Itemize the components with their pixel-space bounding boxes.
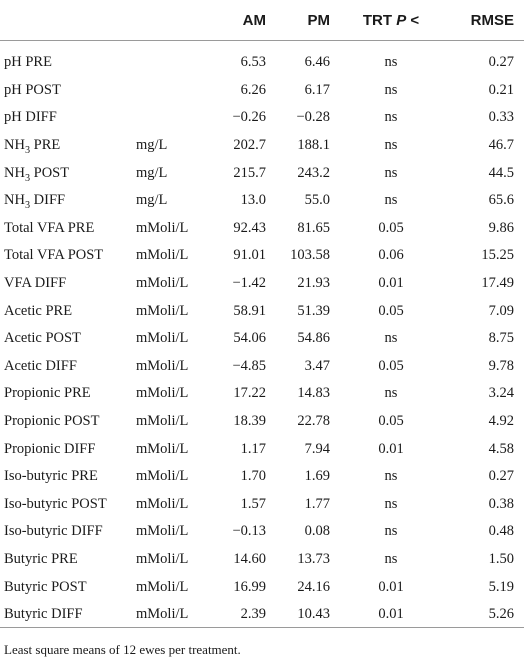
cell-variable: pH PRE (4, 54, 52, 71)
cell-pm: 10.43 (297, 606, 330, 623)
cell-trt-p: 0.01 (378, 578, 404, 595)
cell-am: −0.26 (232, 109, 266, 126)
cell-trt-p: ns (384, 137, 398, 154)
cell-pm: 1.69 (304, 468, 330, 485)
table-row (0, 380, 524, 408)
table-row (0, 215, 524, 243)
cell-rmse: 17.49 (481, 275, 514, 292)
cell-rmse: 4.92 (488, 413, 514, 430)
cell-am: 6.26 (240, 81, 266, 98)
cell-variable: Acetic PRE (4, 302, 73, 319)
table-row (0, 41, 524, 77)
cell-am: 14.60 (233, 550, 266, 567)
cell-trt-p: 0.05 (378, 357, 404, 374)
cell-rmse: 8.75 (488, 330, 514, 347)
cell-pm: 55.0 (304, 192, 330, 209)
cell-rmse: 7.09 (488, 302, 514, 319)
cell-trt-p: ns (384, 523, 398, 540)
table-row (0, 297, 524, 325)
cell-pm: 22.78 (297, 413, 330, 430)
cell-variable (0, 159, 136, 187)
cell-unit: mMoli/L (136, 275, 189, 292)
cell-rmse: 0.27 (488, 54, 514, 71)
cell-rmse: 44.5 (488, 164, 514, 181)
cell-am: 202.7 (233, 137, 266, 154)
cell-variable: Iso-butyric PRE (4, 468, 98, 485)
cell-trt-p: 0.01 (378, 275, 404, 292)
cell-am: −4.85 (232, 357, 266, 374)
table-row (0, 435, 524, 463)
header-trt-prefix: TRT (362, 11, 397, 29)
cell-am: 17.22 (233, 385, 266, 402)
cell-unit: mMoli/L (136, 606, 189, 623)
cell-pm: 13.73 (297, 550, 330, 567)
table-row (0, 270, 524, 298)
cell-trt-p: 0.06 (378, 247, 404, 264)
table-row (0, 353, 524, 381)
header-pm: PM (278, 0, 342, 41)
cell-trt-p: ns (384, 385, 398, 402)
cell-unit: mMoli/L (136, 219, 189, 236)
cell-rmse: 5.26 (488, 606, 514, 623)
cell-unit: mMoli/L (136, 357, 189, 374)
cell-rmse: 0.27 (488, 468, 514, 485)
cell-variable-suffix: POST (30, 164, 70, 181)
cell-rmse: 9.86 (488, 219, 514, 236)
cell-trt-p: 0.05 (378, 413, 404, 430)
cell-trt-p: ns (384, 192, 398, 209)
table-row (0, 325, 524, 353)
cell-pm: −0.28 (296, 109, 330, 126)
cell-variable: Total VFA POST (4, 247, 104, 264)
cell-variable: Total VFA PRE (4, 219, 95, 236)
cell-rmse: 1.50 (488, 550, 514, 567)
cell-variable-prefix: NH (4, 192, 25, 209)
cell-trt-p: 0.05 (378, 302, 404, 319)
header-am: AM (214, 0, 278, 41)
cell-unit: mg/L (136, 192, 168, 209)
cell-trt-p: ns (384, 330, 398, 347)
cell-am: 13.0 (240, 192, 266, 209)
cell-variable: Butyric PRE (4, 550, 78, 567)
table-bottom-rule (0, 627, 524, 628)
cell-rmse: 0.33 (488, 109, 514, 126)
table-body (0, 41, 524, 629)
cell-variable-prefix: NH (4, 137, 25, 154)
cell-unit: mMoli/L (136, 550, 189, 567)
cell-am: 91.01 (233, 247, 266, 264)
cell-trt-p: ns (384, 109, 398, 126)
table-row (0, 518, 524, 546)
cell-variable: Butyric POST (4, 578, 87, 595)
cell-trt-p: ns (384, 468, 398, 485)
cell-pm: 1.77 (304, 495, 330, 512)
table-row (0, 132, 524, 160)
cell-pm: 24.16 (297, 578, 330, 595)
cell-unit (136, 41, 214, 77)
cell-variable: VFA DIFF (4, 275, 67, 292)
cell-unit: mMoli/L (136, 440, 189, 457)
cell-variable: Iso-butyric DIFF (4, 523, 103, 540)
cell-pm: 51.39 (297, 302, 330, 319)
cell-variable: Acetic DIFF (4, 357, 77, 374)
cell-variable-subscript: 3 (24, 200, 31, 212)
cell-trt-p: ns (384, 550, 398, 567)
header-trt-p (342, 0, 440, 41)
cell-variable-prefix: NH (4, 164, 25, 181)
cell-pm: 188.1 (297, 137, 330, 154)
cell-pm: 3.47 (304, 357, 330, 374)
header-rmse: RMSE (440, 0, 524, 41)
table-row (0, 408, 524, 436)
cell-variable: Acetic POST (4, 330, 81, 347)
cell-unit: mMoli/L (136, 495, 189, 512)
cell-am: 58.91 (233, 302, 266, 319)
cell-pm: 243.2 (297, 164, 330, 181)
cell-unit: mg/L (136, 164, 168, 181)
cell-am: 54.06 (233, 330, 266, 347)
cell-pm: 103.58 (290, 247, 330, 264)
header-unit (136, 0, 214, 41)
cell-pm: 54.86 (297, 330, 330, 347)
cell-am: 215.7 (233, 164, 266, 181)
cell-unit: mg/L (136, 137, 168, 154)
table-header (0, 0, 524, 41)
table-row (0, 187, 524, 215)
table-row (0, 601, 524, 629)
cell-trt-p: ns (384, 164, 398, 181)
cell-variable: Propionic PRE (4, 385, 91, 402)
table-footnote: Least square means of 12 ewes per treatment. (4, 642, 241, 657)
cell-variable (0, 132, 136, 160)
cell-am: 18.39 (233, 413, 266, 430)
cell-unit: mMoli/L (136, 330, 189, 347)
cell-variable-subscript: 3 (24, 172, 31, 184)
cell-am: 6.53 (240, 54, 266, 71)
cell-am: −0.13 (232, 523, 266, 540)
table-row (0, 546, 524, 574)
cell-rmse: 15.25 (481, 247, 514, 264)
cell-unit (136, 77, 214, 105)
table-row (0, 463, 524, 491)
cell-trt-p: ns (384, 495, 398, 512)
cell-unit: mMoli/L (136, 523, 189, 540)
cell-pm: 7.94 (304, 440, 330, 457)
table-row (0, 159, 524, 187)
cell-variable: Iso-butyric POST (4, 495, 107, 512)
cell-am: 2.39 (240, 606, 266, 623)
cell-variable: pH DIFF (4, 109, 57, 126)
cell-am: −1.42 (232, 275, 266, 292)
cell-variable (0, 187, 136, 215)
cell-am: 1.57 (240, 495, 266, 512)
cell-trt-p: ns (384, 81, 398, 98)
cell-pm: 0.08 (304, 523, 330, 540)
cell-variable: Propionic POST (4, 413, 100, 430)
cell-pm: 6.46 (304, 54, 330, 71)
cell-trt-p: ns (384, 54, 398, 71)
cell-rmse: 0.21 (488, 81, 514, 98)
cell-rmse: 0.48 (488, 523, 514, 540)
cell-unit: mMoli/L (136, 413, 189, 430)
cell-unit: mMoli/L (136, 247, 189, 264)
cell-unit: mMoli/L (136, 385, 189, 402)
cell-pm: 6.17 (304, 81, 330, 98)
table-row (0, 491, 524, 519)
cell-variable: Butyric DIFF (4, 606, 83, 623)
cell-trt-p: 0.01 (378, 606, 404, 623)
cell-rmse: 65.6 (488, 192, 514, 209)
cell-am: 16.99 (233, 578, 266, 595)
cell-variable: pH POST (4, 81, 61, 98)
table-row (0, 77, 524, 105)
header-trt-suffix: < (406, 11, 420, 29)
cell-variable: Propionic DIFF (4, 440, 96, 457)
cell-unit: mMoli/L (136, 468, 189, 485)
cell-trt-p: 0.01 (378, 440, 404, 457)
cell-rmse: 9.78 (488, 357, 514, 374)
header-row (0, 0, 524, 41)
table-row (0, 242, 524, 270)
cell-am: 92.43 (233, 219, 266, 236)
cell-pm: 81.65 (297, 219, 330, 236)
cell-pm: 14.83 (297, 385, 330, 402)
cell-unit: mMoli/L (136, 302, 189, 319)
cell-trt-p: 0.05 (378, 219, 404, 236)
cell-am: 1.17 (240, 440, 266, 457)
cell-variable-suffix: PRE (30, 137, 61, 154)
header-trt-p-symbol: P (396, 11, 407, 29)
cell-unit (136, 104, 214, 132)
cell-rmse: 5.19 (488, 578, 514, 595)
header-variable (0, 0, 136, 41)
cell-rmse: 4.58 (488, 440, 514, 457)
cell-am: 1.70 (240, 468, 266, 485)
cell-rmse: 0.38 (488, 495, 514, 512)
cell-rmse: 3.24 (488, 385, 514, 402)
cell-unit: mMoli/L (136, 578, 189, 595)
cell-variable-subscript: 3 (24, 144, 31, 156)
cell-pm: 21.93 (297, 275, 330, 292)
cell-variable-suffix: DIFF (30, 192, 66, 209)
table-row (0, 573, 524, 601)
cell-rmse: 46.7 (488, 137, 514, 154)
table-row (0, 104, 524, 132)
